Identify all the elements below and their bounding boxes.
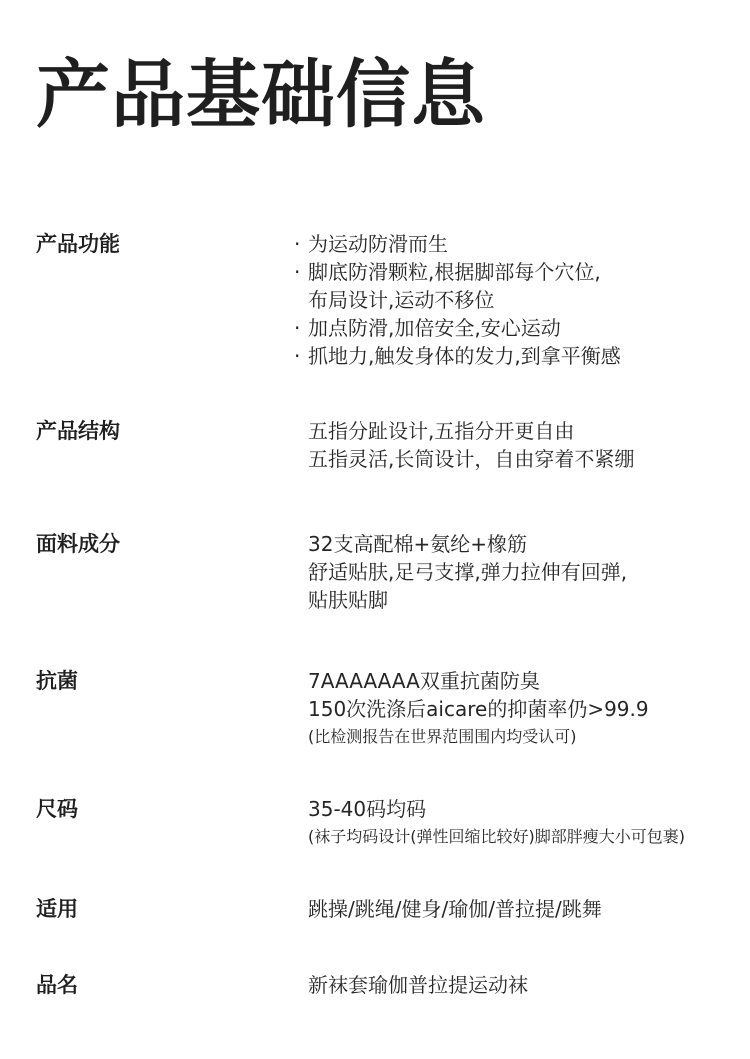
item-text: 抓地力,触发身体的发力,到拿平衡感 [308, 344, 621, 368]
section-lines [290, 971, 740, 999]
bullet-icon: · [294, 344, 301, 368]
item-text: (比检测报告在世界范围围内均受认可) [308, 727, 577, 746]
item-text: 35-40码均码 [308, 797, 427, 821]
item-text: 脚底防滑颗粒,根据脚部每个穴位, [308, 260, 601, 284]
list-item [290, 558, 740, 586]
item-text: 跳操/跳绳/健身/瑜伽/普拉提/跳舞 [308, 897, 602, 921]
page-title: 产品基础信息 [36, 52, 486, 138]
list-item [290, 230, 740, 258]
item-text: 新袜套瑜伽普拉提运动袜 [308, 973, 528, 997]
item-text: 为运动防滑而生 [308, 232, 448, 256]
item-text: (袜子均码设计(弹性回缩比较好)脚部胖瘦大小可包裹) [308, 827, 685, 846]
list-item [290, 795, 740, 823]
section-label: 尺码 [36, 797, 78, 821]
bullet-icon: · [294, 260, 301, 284]
item-text: 加点防滑,加倍安全,安心运动 [308, 316, 561, 340]
list-item [290, 695, 740, 723]
item-text: 贴肤贴脚 [308, 588, 388, 612]
section-label: 面料成分 [36, 532, 120, 556]
item-text: 五指灵活,长筒设计，自由穿着不紧绷 [308, 447, 635, 471]
section-label: 适用 [36, 897, 78, 921]
list-item [290, 258, 740, 286]
list-item [290, 445, 740, 473]
section-lines [290, 895, 740, 923]
bullet-icon: · [294, 232, 301, 256]
section-lines [290, 530, 740, 614]
section-lines [290, 795, 740, 851]
item-text: 150次洗涤后aicare的抑菌率仍>99.9 [308, 697, 649, 721]
item-text: 7AAAAAAA双重抗菌防臭 [308, 669, 540, 693]
list-item [290, 895, 740, 923]
section-lines [290, 667, 740, 751]
item-text: 五指分趾设计,五指分开更自由 [308, 419, 575, 443]
list-item [290, 342, 740, 370]
list-item [290, 530, 740, 558]
section-lines [290, 230, 740, 370]
item-text: 舒适贴肤,足弓支撑,弹力拉伸有回弹, [308, 560, 628, 584]
item-text: 32支高配棉+氨纶+橡筋 [308, 532, 527, 556]
list-item [290, 286, 740, 314]
bullet-icon: · [294, 316, 301, 340]
section-lines [290, 417, 740, 473]
section-label: 抗菌 [36, 669, 78, 693]
section-label: 品名 [36, 973, 78, 997]
list-item [290, 417, 740, 445]
section-label: 产品功能 [36, 232, 120, 256]
list-item [290, 971, 740, 999]
item-text: 布局设计,运动不移位 [308, 288, 495, 312]
list-item [290, 667, 740, 695]
list-item [290, 586, 740, 614]
list-item [290, 723, 740, 751]
list-item [290, 314, 740, 342]
list-item [290, 823, 740, 851]
section-label: 产品结构 [36, 419, 120, 443]
